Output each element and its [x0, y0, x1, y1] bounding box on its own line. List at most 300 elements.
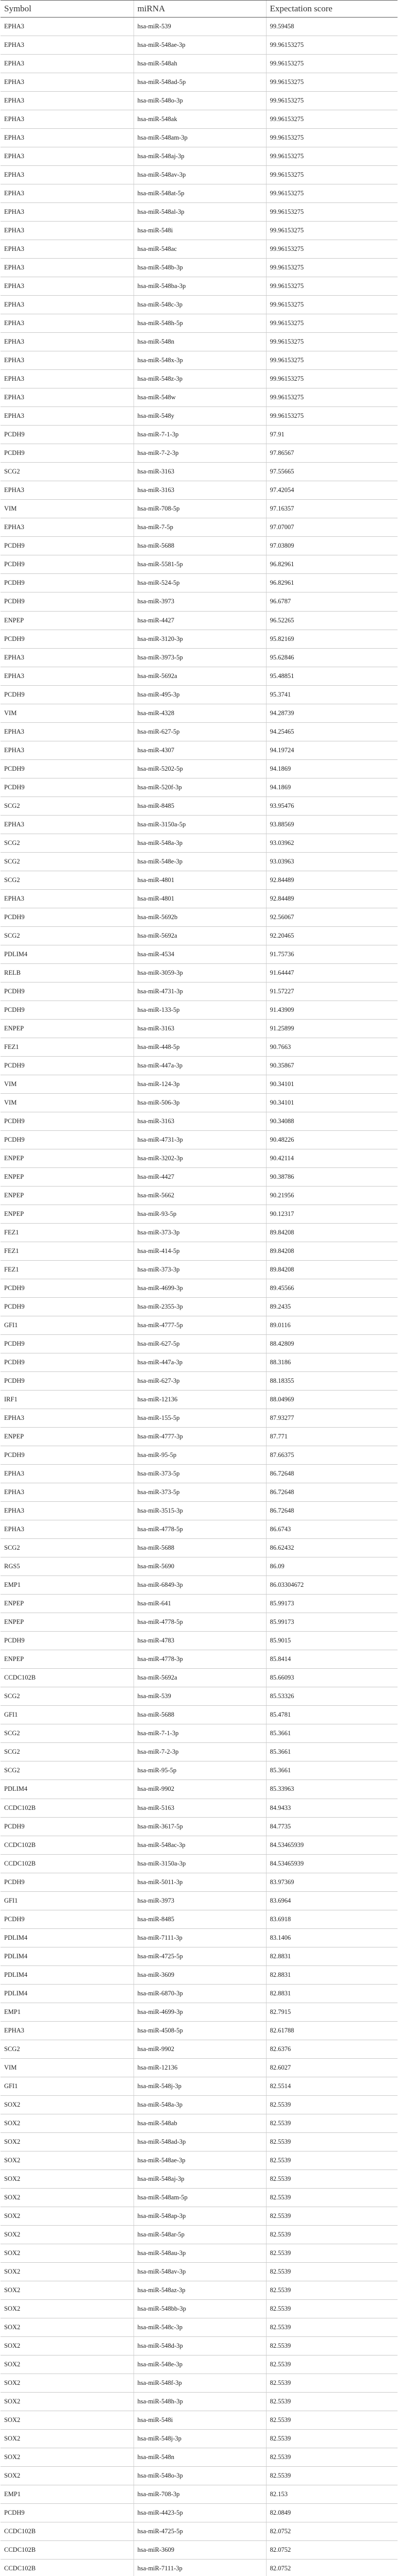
table-row — [1, 1557, 397, 1576]
cell-mirna: hsa-miR-7-1-3p — [134, 1724, 266, 1743]
mirna-table — [1, 0, 397, 2576]
cell-mirna: hsa-miR-708-5p — [134, 500, 266, 518]
cell-symbol: SCG2 — [1, 1743, 134, 1761]
cell-symbol: SCG2 — [1, 871, 134, 889]
cell-expectation-score: 85.9015 — [266, 1632, 397, 1650]
cell-symbol: SCG2 — [1, 2040, 134, 2058]
cell-symbol: RELB — [1, 963, 134, 982]
cell-expectation-score: 82.5539 — [266, 2132, 397, 2151]
cell-expectation-score: 99.96153275 — [266, 240, 397, 259]
cell-symbol: SOX2 — [1, 2262, 134, 2281]
table-row — [1, 259, 397, 277]
cell-symbol: SOX2 — [1, 2188, 134, 2207]
table-row — [1, 110, 397, 129]
cell-expectation-score: 82.61788 — [266, 2021, 397, 2040]
cell-expectation-score: 82.5539 — [266, 2225, 397, 2244]
table-row — [1, 1112, 397, 1130]
table-row — [1, 1761, 397, 1780]
cell-expectation-score: 86.72648 — [266, 1502, 397, 1520]
cell-symbol: PCDH9 — [1, 574, 134, 592]
cell-expectation-score: 99.96153275 — [266, 147, 397, 166]
cell-expectation-score: 82.5539 — [266, 2411, 397, 2430]
cell-expectation-score: 91.64447 — [266, 963, 397, 982]
cell-expectation-score: 89.84208 — [266, 1224, 397, 1242]
cell-mirna: hsa-miR-4725-5p — [134, 2522, 266, 2541]
cell-expectation-score: 82.5539 — [266, 2262, 397, 2281]
cell-symbol: EPHA3 — [1, 129, 134, 147]
cell-mirna: hsa-miR-548c-3p — [134, 296, 266, 314]
cell-symbol: RGS5 — [1, 1557, 134, 1576]
cell-expectation-score: 82.5539 — [266, 2467, 397, 2485]
cell-symbol: PCDH9 — [1, 1056, 134, 1075]
cell-symbol: FEZ1 — [1, 1224, 134, 1242]
cell-expectation-score: 86.09 — [266, 1557, 397, 1576]
cell-expectation-score: 89.2435 — [266, 1298, 397, 1316]
cell-expectation-score: 99.96153275 — [266, 184, 397, 203]
cell-symbol: EPHA3 — [1, 741, 134, 759]
cell-mirna: hsa-miR-4778-3p — [134, 1650, 266, 1669]
cell-symbol: SOX2 — [1, 2207, 134, 2225]
cell-expectation-score: 82.5539 — [266, 2095, 397, 2114]
cell-expectation-score: 91.75736 — [266, 945, 397, 963]
cell-mirna: hsa-miR-548e-3p — [134, 852, 266, 871]
cell-mirna: hsa-miR-548aj-3p — [134, 2170, 266, 2188]
cell-expectation-score: 99.96153275 — [266, 166, 397, 184]
cell-mirna: hsa-miR-548av-3p — [134, 166, 266, 184]
cell-symbol: SOX2 — [1, 2151, 134, 2170]
table-row — [1, 1910, 397, 1928]
table-row — [1, 1928, 397, 1947]
cell-mirna: hsa-miR-3515-3p — [134, 1502, 266, 1520]
table-row — [1, 537, 397, 555]
cell-expectation-score: 99.96153275 — [266, 259, 397, 277]
cell-expectation-score: 97.86567 — [266, 444, 397, 463]
cell-symbol: PDLIM4 — [1, 1984, 134, 2003]
table-row — [1, 1279, 397, 1298]
cell-expectation-score: 90.12317 — [266, 1205, 397, 1224]
cell-expectation-score: 92.56067 — [266, 908, 397, 926]
table-row — [1, 184, 397, 203]
cell-mirna: hsa-miR-548x-3p — [134, 351, 266, 370]
table-row — [1, 1595, 397, 1613]
table-row — [1, 704, 397, 722]
cell-symbol: CCDC102B — [1, 2541, 134, 2560]
cell-mirna: hsa-miR-4427 — [134, 611, 266, 630]
table-row — [1, 2207, 397, 2225]
cell-expectation-score: 82.5539 — [266, 2299, 397, 2318]
cell-expectation-score: 82.7915 — [266, 2003, 397, 2021]
cell-symbol: PCDH9 — [1, 982, 134, 1001]
cell-expectation-score: 82.6027 — [266, 2058, 397, 2077]
cell-expectation-score: 97.03809 — [266, 537, 397, 555]
cell-mirna: hsa-miR-4699-3p — [134, 2003, 266, 2021]
cell-symbol: ENPEP — [1, 1428, 134, 1446]
cell-mirna: hsa-miR-5688 — [134, 1706, 266, 1724]
cell-expectation-score: 96.82961 — [266, 574, 397, 592]
cell-symbol: PCDH9 — [1, 426, 134, 444]
cell-expectation-score: 86.72648 — [266, 1465, 397, 1483]
cell-expectation-score: 93.03962 — [266, 834, 397, 852]
table-row — [1, 1428, 397, 1446]
cell-expectation-score: 95.82169 — [266, 630, 397, 648]
cell-expectation-score: 99.96153275 — [266, 203, 397, 222]
table-row — [1, 1891, 397, 1910]
cell-symbol: PCDH9 — [1, 1817, 134, 1836]
cell-expectation-score: 96.6787 — [266, 592, 397, 611]
cell-mirna: hsa-miR-4777-5p — [134, 1316, 266, 1335]
cell-symbol: SCG2 — [1, 463, 134, 481]
cell-symbol: EPHA3 — [1, 1483, 134, 1502]
table-row — [1, 1298, 397, 1316]
table-row — [1, 2336, 397, 2355]
cell-expectation-score: 93.03963 — [266, 852, 397, 871]
cell-mirna: hsa-miR-5688 — [134, 537, 266, 555]
cell-symbol: SCG2 — [1, 834, 134, 852]
cell-symbol: FEZ1 — [1, 1038, 134, 1056]
cell-mirna: hsa-miR-548ad-3p — [134, 2132, 266, 2151]
cell-mirna: hsa-miR-548c-3p — [134, 2318, 266, 2336]
cell-symbol: PCDH9 — [1, 1335, 134, 1353]
cell-mirna: hsa-miR-548j-3p — [134, 2430, 266, 2448]
cell-expectation-score: 83.1406 — [266, 1928, 397, 1947]
table-row — [1, 1019, 397, 1038]
cell-mirna: hsa-miR-708-3p — [134, 2485, 266, 2504]
cell-expectation-score: 88.04969 — [266, 1391, 397, 1409]
table-row — [1, 2151, 397, 2170]
cell-expectation-score: 93.95476 — [266, 796, 397, 815]
cell-expectation-score: 97.42054 — [266, 481, 397, 500]
cell-expectation-score: 87.93277 — [266, 1409, 397, 1428]
table-row — [1, 1446, 397, 1465]
cell-expectation-score: 82.5539 — [266, 2244, 397, 2262]
cell-expectation-score: 99.96153275 — [266, 129, 397, 147]
table-row — [1, 277, 397, 296]
cell-mirna: hsa-miR-3163 — [134, 1019, 266, 1038]
table-row — [1, 2411, 397, 2430]
table-row — [1, 2299, 397, 2318]
cell-expectation-score: 88.42809 — [266, 1335, 397, 1353]
table-row — [1, 463, 397, 481]
cell-symbol: EPHA3 — [1, 648, 134, 667]
cell-symbol: CCDC102B — [1, 2522, 134, 2541]
cell-mirna: hsa-miR-4725-5p — [134, 1947, 266, 1965]
cell-expectation-score: 91.25899 — [266, 1019, 397, 1038]
cell-mirna: hsa-miR-548aj-3p — [134, 147, 266, 166]
table-row — [1, 1539, 397, 1557]
cell-symbol: EPHA3 — [1, 73, 134, 92]
cell-mirna: hsa-miR-95-5p — [134, 1446, 266, 1465]
cell-expectation-score: 82.5539 — [266, 2188, 397, 2207]
table-row — [1, 1743, 397, 1761]
cell-mirna: hsa-miR-3609 — [134, 1965, 266, 1984]
cell-mirna: hsa-miR-4777-3p — [134, 1428, 266, 1446]
cell-mirna: hsa-miR-548a-3p — [134, 2095, 266, 2114]
table-row — [1, 815, 397, 834]
cell-expectation-score: 95.62846 — [266, 648, 397, 667]
table-row — [1, 574, 397, 592]
table-row — [1, 1947, 397, 1965]
cell-symbol: PCDH9 — [1, 1279, 134, 1298]
table-row — [1, 2225, 397, 2244]
table-row — [1, 1242, 397, 1261]
cell-expectation-score: 91.57227 — [266, 982, 397, 1001]
table-row — [1, 2058, 397, 2077]
cell-expectation-score: 90.48226 — [266, 1130, 397, 1149]
cell-mirna: hsa-miR-548av-3p — [134, 2262, 266, 2281]
cell-symbol: ENPEP — [1, 1186, 134, 1205]
cell-expectation-score: 90.42114 — [266, 1149, 397, 1167]
cell-expectation-score: 99.96153275 — [266, 277, 397, 296]
cell-mirna: hsa-miR-548b-3p — [134, 259, 266, 277]
cell-expectation-score: 82.153 — [266, 2485, 397, 2504]
cell-expectation-score: 99.59458 — [266, 18, 397, 36]
cell-symbol: EPHA3 — [1, 889, 134, 908]
table-row — [1, 1167, 397, 1186]
cell-mirna: hsa-miR-5163 — [134, 1799, 266, 1817]
cell-expectation-score: 97.16357 — [266, 500, 397, 518]
cell-expectation-score: 85.33963 — [266, 1780, 397, 1799]
table-row — [1, 222, 397, 240]
table-row — [1, 36, 397, 55]
table-row — [1, 2132, 397, 2151]
table-row — [1, 1836, 397, 1854]
cell-symbol: PCDH9 — [1, 2504, 134, 2522]
cell-symbol: EMP1 — [1, 1576, 134, 1595]
table-row — [1, 1075, 397, 1093]
table-row — [1, 1001, 397, 1019]
table-row — [1, 2188, 397, 2207]
table-row — [1, 1038, 397, 1056]
cell-symbol: PCDH9 — [1, 1446, 134, 1465]
cell-mirna: hsa-miR-548ac-3p — [134, 1836, 266, 1854]
cell-symbol: PCDH9 — [1, 1910, 134, 1928]
cell-mirna: hsa-miR-7-1-3p — [134, 426, 266, 444]
cell-expectation-score: 82.0849 — [266, 2504, 397, 2522]
table-row — [1, 592, 397, 611]
cell-symbol: ENPEP — [1, 611, 134, 630]
cell-expectation-score: 90.34101 — [266, 1075, 397, 1093]
cell-expectation-score: 99.96153275 — [266, 222, 397, 240]
cell-expectation-score: 90.21956 — [266, 1186, 397, 1205]
cell-symbol: EPHA3 — [1, 55, 134, 73]
cell-symbol: CCDC102B — [1, 1799, 134, 1817]
table-body — [1, 18, 397, 2576]
cell-symbol: GFI1 — [1, 1706, 134, 1724]
header-row — [1, 1, 397, 18]
table-row — [1, 55, 397, 73]
table-row — [1, 2374, 397, 2392]
cell-symbol: EPHA3 — [1, 277, 134, 296]
cell-expectation-score: 82.5539 — [266, 2448, 397, 2467]
table-row — [1, 2560, 397, 2576]
table-row — [1, 296, 397, 314]
cell-mirna: hsa-miR-95-5p — [134, 1761, 266, 1780]
table-row — [1, 314, 397, 333]
cell-mirna: hsa-miR-548ap-3p — [134, 2207, 266, 2225]
cell-symbol: VIM — [1, 1075, 134, 1093]
cell-expectation-score: 91.43909 — [266, 1001, 397, 1019]
cell-expectation-score: 87.66375 — [266, 1446, 397, 1465]
table-row — [1, 147, 397, 166]
cell-expectation-score: 99.96153275 — [266, 296, 397, 314]
cell-mirna: hsa-miR-4801 — [134, 871, 266, 889]
header-symbol: Symbol — [1, 1, 134, 18]
table-row — [1, 630, 397, 648]
table-row — [1, 333, 397, 351]
cell-expectation-score: 90.35867 — [266, 1056, 397, 1075]
table-row — [1, 1205, 397, 1224]
cell-symbol: PDLIM4 — [1, 1780, 134, 1799]
table-row — [1, 166, 397, 184]
cell-mirna: hsa-miR-7-2-3p — [134, 1743, 266, 1761]
cell-expectation-score: 99.96153275 — [266, 36, 397, 55]
cell-mirna: hsa-miR-448-5p — [134, 1038, 266, 1056]
cell-mirna: hsa-miR-5692b — [134, 908, 266, 926]
cell-expectation-score: 97.55665 — [266, 463, 397, 481]
cell-expectation-score: 92.84489 — [266, 889, 397, 908]
cell-mirna: hsa-miR-548h-5p — [134, 314, 266, 333]
cell-mirna: hsa-miR-548bb-3p — [134, 2299, 266, 2318]
cell-mirna: hsa-miR-373-3p — [134, 1261, 266, 1279]
table-row — [1, 1724, 397, 1743]
table-row — [1, 2393, 397, 2411]
cell-symbol: EPHA3 — [1, 184, 134, 203]
cell-expectation-score: 82.5539 — [266, 2336, 397, 2355]
cell-expectation-score: 90.34101 — [266, 1093, 397, 1112]
cell-expectation-score: 89.84208 — [266, 1242, 397, 1261]
cell-mirna: hsa-miR-133-5p — [134, 1001, 266, 1019]
header-mirna: miRNA — [134, 1, 266, 18]
cell-expectation-score: 99.96153275 — [266, 92, 397, 110]
cell-mirna: hsa-miR-548ak — [134, 110, 266, 129]
cell-symbol: PCDH9 — [1, 537, 134, 555]
cell-symbol: EPHA3 — [1, 1502, 134, 1520]
cell-symbol: SOX2 — [1, 2355, 134, 2374]
table-row — [1, 1854, 397, 1873]
cell-symbol: SOX2 — [1, 2411, 134, 2430]
table-row — [1, 18, 397, 36]
cell-symbol: PCDH9 — [1, 444, 134, 463]
cell-symbol: SOX2 — [1, 2336, 134, 2355]
cell-mirna: hsa-miR-548am-3p — [134, 129, 266, 147]
table-row — [1, 2522, 397, 2541]
cell-symbol: EPHA3 — [1, 2021, 134, 2040]
table-row — [1, 1669, 397, 1687]
cell-symbol: SOX2 — [1, 2170, 134, 2188]
cell-mirna: hsa-miR-3163 — [134, 463, 266, 481]
table-row — [1, 834, 397, 852]
table-row — [1, 1353, 397, 1372]
cell-symbol: SOX2 — [1, 2225, 134, 2244]
cell-expectation-score: 84.9433 — [266, 1799, 397, 1817]
cell-expectation-score: 82.5539 — [266, 2114, 397, 2132]
cell-symbol: VIM — [1, 2058, 134, 2077]
cell-mirna: hsa-miR-548ae-3p — [134, 36, 266, 55]
cell-mirna: hsa-miR-548y — [134, 407, 266, 426]
cell-symbol: EPHA3 — [1, 36, 134, 55]
cell-mirna: hsa-miR-4699-3p — [134, 1279, 266, 1298]
table-row — [1, 1316, 397, 1335]
cell-mirna: hsa-miR-548i — [134, 222, 266, 240]
cell-symbol: ENPEP — [1, 1613, 134, 1632]
cell-symbol: PCDH9 — [1, 1873, 134, 1891]
cell-mirna: hsa-miR-506-3p — [134, 1093, 266, 1112]
cell-symbol: PDLIM4 — [1, 1965, 134, 1984]
cell-mirna: hsa-miR-93-5p — [134, 1205, 266, 1224]
cell-symbol: PCDH9 — [1, 630, 134, 648]
cell-mirna: hsa-miR-4801 — [134, 889, 266, 908]
cell-mirna: hsa-miR-548z-3p — [134, 370, 266, 388]
cell-mirna: hsa-miR-548d-3p — [134, 2336, 266, 2355]
cell-symbol: PDLIM4 — [1, 945, 134, 963]
cell-expectation-score: 82.5514 — [266, 2077, 397, 2095]
cell-expectation-score: 99.96153275 — [266, 55, 397, 73]
cell-expectation-score: 99.96153275 — [266, 314, 397, 333]
cell-symbol: PDLIM4 — [1, 1947, 134, 1965]
cell-mirna: hsa-miR-548au-3p — [134, 2244, 266, 2262]
cell-expectation-score: 82.8831 — [266, 1947, 397, 1965]
cell-expectation-score: 85.99173 — [266, 1613, 397, 1632]
cell-symbol: CCDC102B — [1, 2560, 134, 2576]
table-row — [1, 1799, 397, 1817]
cell-symbol: EPHA3 — [1, 722, 134, 741]
cell-symbol: SCG2 — [1, 852, 134, 871]
cell-symbol: ENPEP — [1, 1019, 134, 1038]
table-row — [1, 759, 397, 778]
table-row — [1, 1576, 397, 1595]
table-row — [1, 129, 397, 147]
table-row — [1, 500, 397, 518]
cell-expectation-score: 99.96153275 — [266, 370, 397, 388]
cell-expectation-score: 94.25465 — [266, 722, 397, 741]
cell-expectation-score: 99.96153275 — [266, 333, 397, 351]
cell-symbol: PCDH9 — [1, 759, 134, 778]
cell-symbol: SCG2 — [1, 1687, 134, 1706]
cell-symbol: EPHA3 — [1, 147, 134, 166]
cell-symbol: SOX2 — [1, 2114, 134, 2132]
cell-symbol: PCDH9 — [1, 1001, 134, 1019]
cell-expectation-score: 97.07007 — [266, 518, 397, 537]
cell-symbol: EPHA3 — [1, 222, 134, 240]
cell-mirna: hsa-miR-641 — [134, 1595, 266, 1613]
cell-expectation-score: 94.19724 — [266, 741, 397, 759]
cell-symbol: VIM — [1, 704, 134, 722]
cell-symbol: VIM — [1, 500, 134, 518]
cell-symbol: ENPEP — [1, 1167, 134, 1186]
table-row — [1, 2095, 397, 2114]
cell-mirna: hsa-miR-3059-3p — [134, 963, 266, 982]
cell-mirna: hsa-miR-5011-3p — [134, 1873, 266, 1891]
table-row — [1, 444, 397, 463]
table-row — [1, 1056, 397, 1075]
cell-mirna: hsa-miR-4731-3p — [134, 982, 266, 1001]
cell-mirna: hsa-miR-3150a-5p — [134, 815, 266, 834]
cell-mirna: hsa-miR-4778-5p — [134, 1520, 266, 1539]
table-row — [1, 426, 397, 444]
cell-symbol: SCG2 — [1, 796, 134, 815]
cell-mirna: hsa-miR-3163 — [134, 481, 266, 500]
cell-expectation-score: 82.5539 — [266, 2393, 397, 2411]
cell-expectation-score: 85.8414 — [266, 1650, 397, 1669]
cell-symbol: PDLIM4 — [1, 1928, 134, 1947]
table-row — [1, 741, 397, 759]
cell-mirna: hsa-miR-4423-5p — [134, 2504, 266, 2522]
cell-mirna: hsa-miR-548az-3p — [134, 2281, 266, 2299]
cell-symbol: EPHA3 — [1, 296, 134, 314]
table-row — [1, 1483, 397, 1502]
table-row — [1, 1632, 397, 1650]
cell-expectation-score: 92.20465 — [266, 926, 397, 945]
